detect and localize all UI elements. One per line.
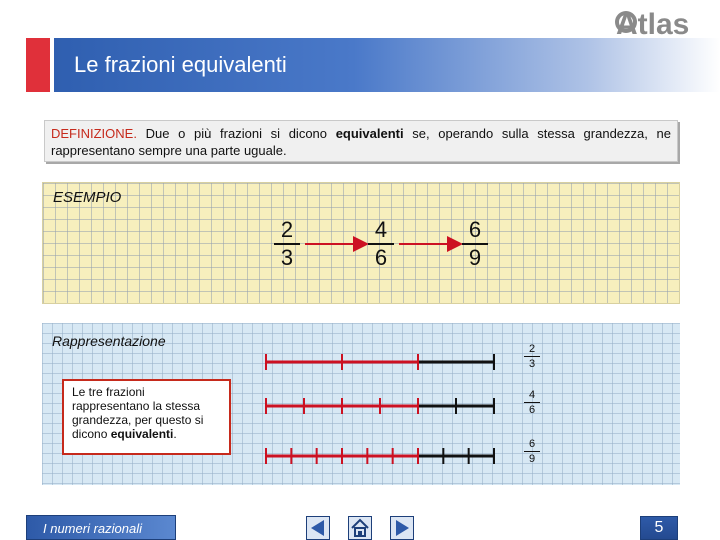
segment-fraction-2 [524,388,540,417]
section-tab[interactable] [26,515,176,540]
segment-lines [42,323,680,485]
example-fraction-3 [462,217,488,271]
atlas-logo [612,4,704,38]
prev-button[interactable] [306,516,330,540]
definition-box [44,120,678,162]
representation-label: Rappresentazione [52,333,166,349]
page-number-box [640,516,678,540]
note-text-before: Le tre frazioni rappresentano la stessa grandezza, per questo si dicono [72,385,204,441]
fraction-denominator: 6 [374,245,388,270]
title-accent-bar [26,38,50,92]
definition-label: DEFINIZIONE. [51,126,137,141]
definition-text-after: se, operando sulla stessa grandezza, ne rappresentano sempre una parte uguale. [51,126,672,158]
fraction-denominator: 3 [528,358,536,370]
prev-icon [307,517,329,539]
fraction-numerator: 2 [524,342,540,357]
fraction-denominator: 9 [528,453,536,465]
page-title: Le frazioni equivalenti [74,52,287,77]
fraction-numerator: 4 [368,217,394,245]
note-text-after: . [173,427,177,441]
home-icon [349,517,371,539]
note-keyword: equivalenti [110,427,174,441]
example-fraction-2 [368,217,394,271]
segment-fraction-3 [524,437,540,466]
next-icon [391,517,413,539]
svg-text:Atlas: Atlas [616,8,690,38]
fraction-numerator: 6 [462,217,488,245]
segment-fraction-1 [524,342,540,371]
representation-panel [42,323,680,485]
fraction-numerator: 6 [524,437,540,452]
definition-keyword: equivalenti [335,126,404,141]
page-number: 5 [654,519,664,536]
example-fraction-1 [274,217,300,271]
example-panel [42,182,680,304]
title-banner [54,38,720,92]
next-button[interactable] [390,516,414,540]
fraction-denominator: 6 [528,404,536,416]
section-title: I numeri razionali [43,521,142,536]
example-arrows [43,183,681,305]
fraction-denominator: 3 [280,245,294,270]
home-button[interactable] [348,516,372,540]
example-label: ESEMPIO [53,189,122,206]
fraction-denominator: 9 [468,245,482,270]
fraction-numerator: 2 [274,217,300,245]
fraction-numerator: 4 [524,388,540,403]
definition-text-before: Due o più frazioni si dicono [136,126,336,141]
